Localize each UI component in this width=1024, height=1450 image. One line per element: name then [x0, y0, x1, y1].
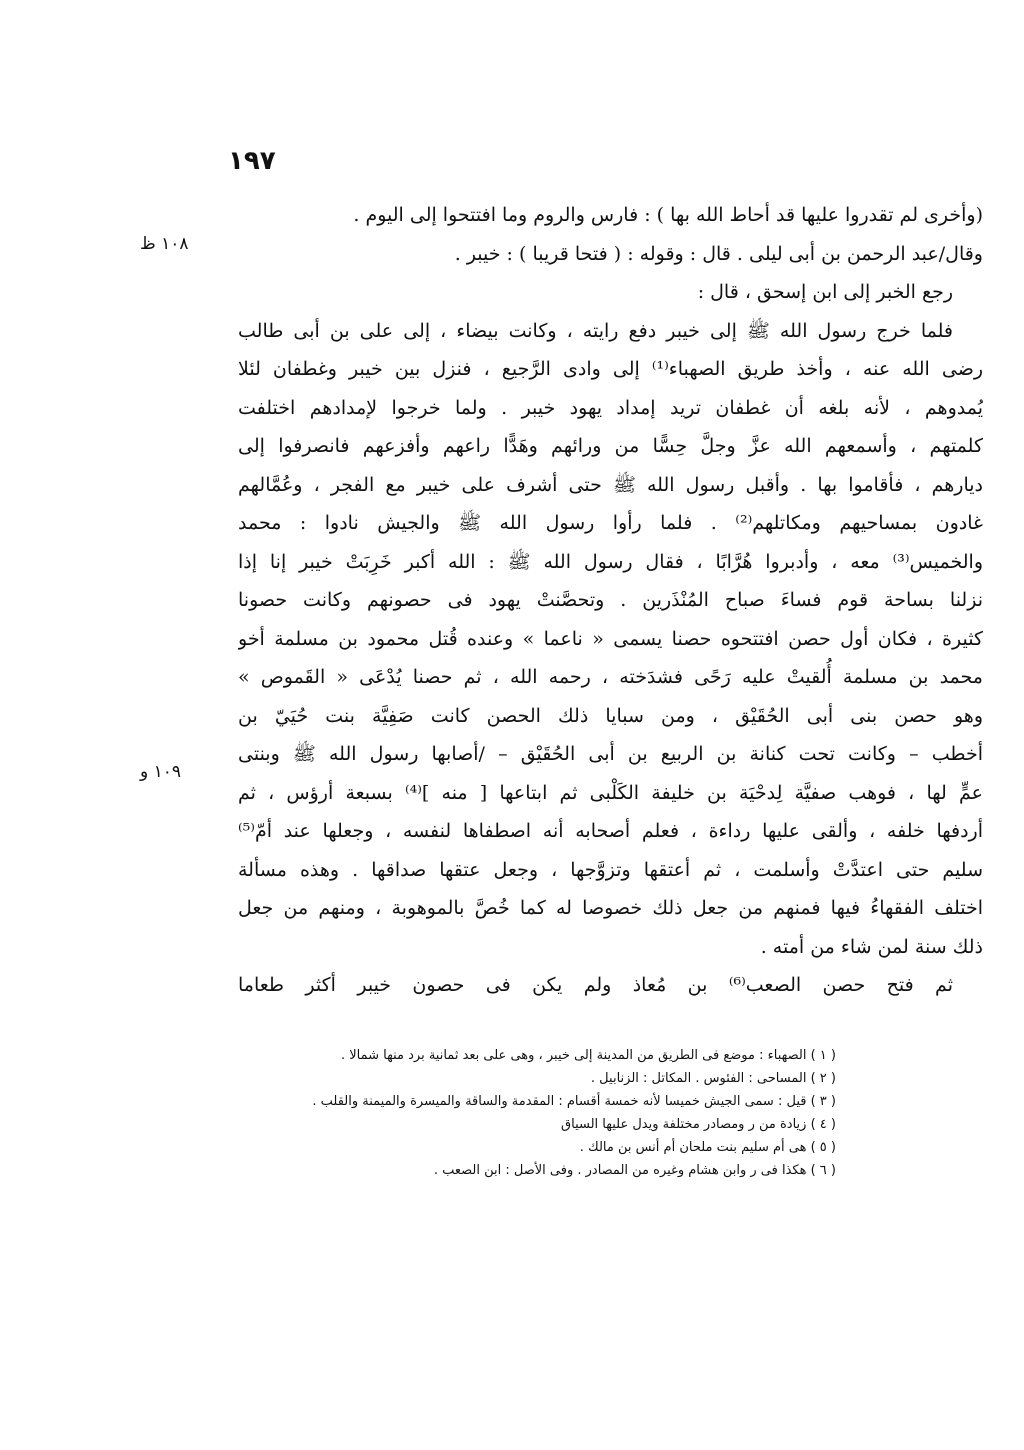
text-line: سليم حتى اعتدَّتْ وأسلمت ، ثم أعتقها وتزوَّجها ، وجعل عتقها صداقها . وهذه مسألة [238, 858, 983, 881]
footnote: ( ١ ) الصهباء : موضع فى الطريق من المدينة إلى خيبر ، وهى على بعد ثمانية برد منها شمالا . [340, 1048, 836, 1063]
margin-note-folio-109: ١٠٩ و [140, 762, 182, 782]
margin-note-folio-108: ١٠٨ ظ [140, 234, 189, 254]
text-line: ثم فتح حصن الصعب⁽⁶⁾ بن مُعاذ ولم يكن فى حصون خيبر أكثر طعاما [238, 974, 953, 996]
text-line: يُمدوهم ، لأنه بلغه أن غطفان تريد إمداد يهود خيبر . ولما خرجوا لإمدادهم اختلفت [238, 396, 983, 419]
text-line: نزلنا بساحة قوم فساءَ صباح المُنْذَرين . وتحصَّنتْ يهود فى حصونهم وكانت حصونا [238, 589, 983, 611]
footnote: ( ٤ ) زيادة من ر ومصادر مختلفة ويدل عليها السياق [561, 1117, 836, 1132]
page-number: ١٩٧ [228, 146, 276, 176]
footnote: ( ٢ ) المساحى : الفئوس . المكاتل : الزنابيل . [590, 1071, 836, 1086]
text-line: رجع الخبر إلى ابن إسحق ، قال : [697, 281, 953, 303]
text-line: اختلف الفقهاءُ فيها فمنهم من جعل ذلك خصوصا له كما خُصَّ بالموهوبة ، ومنهم من جعل [238, 897, 983, 919]
footnote: ( ٥ ) هى أم سليم بنت ملحان أم أنس بن مالك . [579, 1140, 836, 1155]
text-line: فلما خرج رسول الله ﷺ إلى خيبر دفع رايته ، وكانت بيضاء ، إلى على بن أبى طالب [238, 319, 953, 342]
text-line: (وأخرى لم تقدروا عليها قد أحاط الله بها ) : فارس والروم وما افتتحوا إلى اليوم . [353, 204, 983, 226]
text-line: أردفها خلفه ، وألقى عليها رداءة ، فعلم أصحابه أنه اصطفاها لنفسه ، وجعلها عند أمّ⁽⁵⁾ [238, 820, 983, 842]
footnote: ( ٦ ) هكذا فى ر وابن هشام وغيره من المصادر . وفى الأصل : ابن الصعب . [433, 1163, 836, 1178]
text-line: وهو حصن بنى أبى الحُقَيْق ، ومن سبايا ذلك الحصن كانت صَفِيَّة بنت حُيَيّ بن [238, 704, 983, 727]
text-line: رضى الله عنه ، وأخذ طريق الصهباء⁽¹⁾ إلى وادى الرَّجيع ، فنزل بين خيبر وغطفان لئلا [238, 358, 983, 380]
text-line: وقال/عبد الرحمن بن أبى ليلى . قال : وقوله : ( فتحا قريبا ) : خيبر . [454, 242, 983, 265]
main-text [238, 196, 983, 1005]
text-line: أخطب – وكانت تحت كنانة بن الربيع بن أبى الحُقَيْق – /أصابها رسول الله ﷺ وبنتى [238, 743, 983, 765]
text-line: كثيرة ، فكان أول حصن افتتحوه حصنا يسمى « ناعما » وعنده قُتل محمود بن مسلمة أخو [238, 627, 983, 650]
text-line: ديارهم ، فأقاموا بها . وأقبل رسول الله ﷺ حتى أشرف على خيبر مع الفجر ، وعُمَّالهم [238, 473, 983, 496]
text-line: غادون بمساحيهم ومكاتلهم⁽²⁾ . فلما رأوا رسول الله ﷺ والجيش نادوا : محمد [238, 512, 983, 534]
footnotes [312, 1044, 836, 1182]
text-line: كلمتهم ، وأسمعهم الله عزَّ وجلَّ حِسًّا من ورائهم وهَدًّا راعهم وأفزعهم فانصرفوا إلى [238, 435, 983, 457]
text-line: والخميس⁽³⁾ معه ، وأدبروا هُرَّابًا ، فقال رسول الله ﷺ : الله أكبر خَرِبَتْ خيبر إنا إذا [238, 550, 983, 573]
text-line: ذلك سنة لمن شاء من أمته . [760, 935, 983, 958]
text-line: محمد بن مسلمة أُلقيتْ عليه رَحًى فشدَخته ، رحمه الله ، ثم حصنا يُدْعَى « القَموص » [238, 666, 983, 688]
text-line: عمٍّ لها ، فوهب صفيَّة لِدحْيَة بن خليفة الكَلْبى ثم ابتاعها [ منه ]⁽⁴⁾ بسبعة أرؤس ، ثم [238, 781, 983, 804]
footnote: ( ٣ ) قيل : سمى الجيش خميسا لأنه خمسة أقسام : المقدمة والساقة والميسرة والميمنة والقلب . [312, 1094, 836, 1109]
